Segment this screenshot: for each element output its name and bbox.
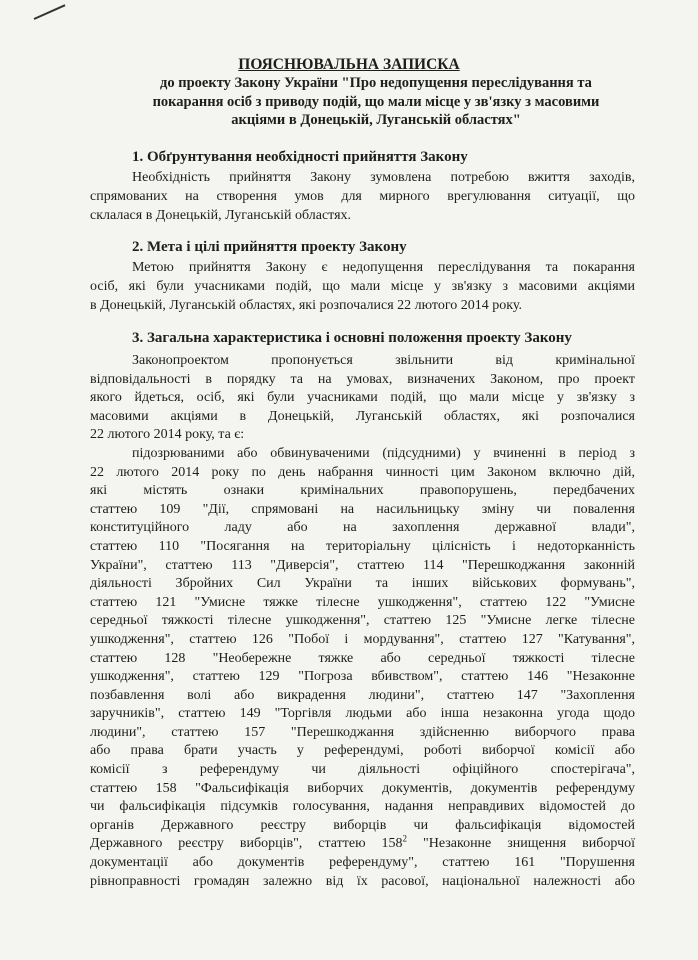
paragraph-line: Метою прийняття Закону є недопущення переслідування та покарання (132, 260, 635, 275)
paragraph-line: склалася в Донецькій, Луганській областях. (90, 208, 352, 223)
paragraph-line: рівноправності громадян залежно від їх расової, національної належності або (90, 873, 635, 889)
paragraph-line: заручників", статтею 149 "Торгівля людьми або інша незаконна угода щодо (90, 706, 635, 722)
paragraph-line: Законопроектом пропонується звільнити від кримінальної (132, 353, 635, 368)
subtitle-line: покарання осіб з приводу подій, що мали місце у зв'язку з масовими (152, 93, 600, 110)
article-superscript: 2 (402, 833, 408, 844)
paragraph-line: чи фальсифікація підсумків голосування, надання неправдивих відомостей до (90, 799, 635, 815)
paragraph-line: в Донецькій, Луганській областях, які розпочалися 22 лютого 2014 року. (90, 298, 522, 313)
section-3-heading: 3. Загальна характеристика і основні положення проекту Закону (132, 330, 572, 346)
paragraph-line: статтею 109 "Дії, спрямовані на насильницьку зміну чи повалення (90, 501, 635, 517)
paragraph-line-with-superscript (90, 835, 635, 854)
paragraph-line: осіб, які були учасниками подій, що мали місце у зв'язку з масовими акціями (90, 279, 635, 294)
line-part: Державного реєстру виборців", статтею 158 (90, 836, 403, 852)
paragraph-line: відповідальності в порядку та на умовах, визначених Законом, про проект (90, 371, 635, 387)
paragraph-line: підозрюваними або обвинуваченими (підсудними) у вчиненні в період з (132, 445, 635, 461)
paragraph-line: масовими акціями в Донецькій, Луганській областях, які розпочалися (90, 408, 635, 424)
paragraph-line: статтею 121 "Умисне тяжке тілесне ушкодження", статтею 122 "Умисне (90, 594, 635, 610)
line-part: "Незаконне знищення виборчої (407, 836, 635, 852)
section-1-heading: 1. Обґрунтування необхідності прийняття Закону (132, 149, 468, 165)
paragraph-line: статтею 110 "Посягання на територіальну цілісність і недоторканність (90, 538, 635, 554)
paragraph-line: 22 лютого 2014 року по день набрання чинності цим Законом включно дій, (90, 464, 635, 480)
doc-subtitle (96, 74, 656, 130)
paragraph-line: діяльності Збройних Сил України та інших військових формувань", (90, 576, 635, 592)
paragraph-line: або права брати участь у референдумі, роботі виборчої комісії або (90, 743, 635, 759)
paragraph-line: середньої тяжкості тілесне ушкодження", статтею 125 "Умисне легке тілесне (90, 613, 635, 629)
paragraph-line: документації або документів референдуму", статтею 161 "Порушення (90, 855, 635, 871)
paragraph-line: статтею 128 "Необережне тяжке або середньої тяжкості тілесне (90, 650, 635, 666)
handwritten-mark (34, 4, 66, 20)
paragraph-line: комісії з референдуму чи діяльності офіційного спостерігача", (90, 762, 635, 778)
paragraph-line: людини", статтею 157 "Перешкоджання здійсненню виборчого права (90, 724, 635, 740)
section-1-paragraph (90, 168, 635, 225)
doc-title: ПОЯСНЮВАЛЬНА ЗАПИСКА (238, 56, 460, 73)
subtitle-line: до проекту Закону України "Про недопущення переслідування та (160, 75, 592, 91)
section-2-paragraph (90, 258, 635, 315)
paragraph-line: якого йдеться, осіб, які були учасниками подій, що мали місце у зв'язку з (90, 390, 635, 406)
section-3-body (90, 352, 635, 891)
paragraph-line: конституційного ладу або на захоплення державної влади", (90, 520, 635, 536)
paragraph-line: ушкодження", статтею 126 "Побої і мордування", статтею 127 "Катування", (90, 631, 635, 647)
subtitle-line: акціями в Донецькій, Луганській областях" (231, 112, 521, 128)
paragraph-line: 22 лютого 2014 року, та є: (90, 427, 245, 443)
paragraph-line: статтею 158 "Фальсифікація виборчих документів, документів референдуму (90, 780, 635, 796)
paragraph-line: спрямованих на створення умов для мирного врегулювання ситуації, що (90, 189, 635, 204)
paragraph-line: органів Державного реєстру виборців чи фальсифікація відомостей (90, 817, 635, 833)
paragraph-line: позбавлення волі або викрадення людини", статтею 147 "Захоплення (90, 687, 635, 703)
paragraph-line: ушкодження", статтею 129 "Погроза вбивством", статтею 146 "Незаконне (90, 669, 635, 685)
paragraph-line: які містять ознаки кримінальних правопорушень, передбачених (90, 483, 635, 499)
section-2-heading: 2. Мета і цілі прийняття проекту Закону (132, 239, 407, 255)
paragraph-line: України", статтею 113 "Диверсія", статтею 114 "Перешкоджання законній (90, 557, 635, 573)
paragraph-line: Необхідність прийняття Закону зумовлена потребою вжиття заходів, (132, 170, 635, 185)
